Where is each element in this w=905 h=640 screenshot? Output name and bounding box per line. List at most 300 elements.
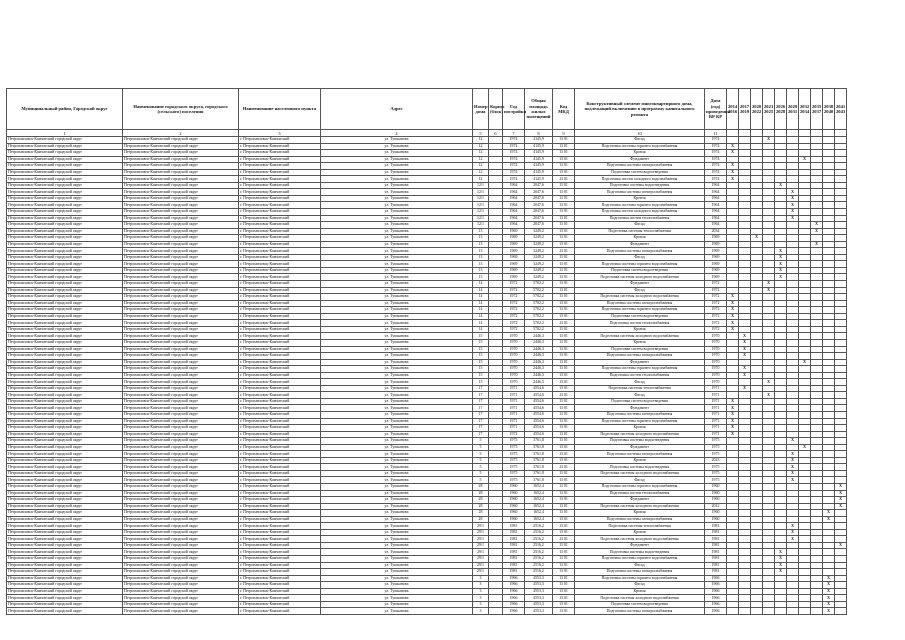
period-mark: X <box>751 235 763 242</box>
locality: г. Петропавловск-Камчатский <box>239 326 321 333</box>
street-cell: ул. Тушканова <box>321 503 473 510</box>
repair-date: 1971 <box>705 425 727 432</box>
street-cell: ул. Тушканова <box>321 444 473 451</box>
build-year: 1970 <box>503 353 525 360</box>
living-area: 2047,6 <box>525 215 553 222</box>
settlement: Петропавловск-Камчатский городской округ <box>123 215 239 222</box>
period-mark: X <box>739 333 751 340</box>
repair-date: 1974 <box>705 156 727 163</box>
locality: г. Петропавловск-Камчатский <box>239 300 321 307</box>
structural-element: Подготовка системы горячего водоснабжения <box>575 202 705 209</box>
structural-element: Кровля <box>575 339 705 346</box>
settlement: Петропавловск-Камчатский городской округ <box>123 235 239 242</box>
settlement: Петропавловск-Камчатский городской округ <box>123 379 239 386</box>
district: Петропавловск-Камчатский городской округ <box>7 451 123 458</box>
mkd-code: 13 01 <box>553 483 575 490</box>
mkd-code: 13 01 <box>553 431 575 438</box>
build-year: 1966 <box>503 608 525 615</box>
period-mark: X <box>727 143 739 150</box>
structural-element: Подготовка системы холодного водоснабжения <box>575 536 705 543</box>
repair-date: 1970 <box>705 372 727 379</box>
build-year: 1960 <box>503 503 525 510</box>
mkd-code: 13 01 <box>553 510 575 517</box>
build-year: 1971 <box>503 392 525 399</box>
repair-date: 1971 <box>705 385 727 392</box>
locality: г. Петропавловск-Камчатский <box>239 150 321 157</box>
house-number: 29/1 <box>473 562 489 569</box>
block-cell <box>489 608 503 615</box>
build-year: 1969 <box>503 228 525 235</box>
settlement: Петропавловск-Камчатский городской округ <box>123 209 239 216</box>
street-cell: ул. Тушканова <box>321 307 473 314</box>
structural-element: Подготовка системы горячего водоснабжения <box>575 143 705 150</box>
mkd-code: 13 01 <box>553 320 575 327</box>
living-area: 1652,4 <box>525 503 553 510</box>
street-cell: ул. Тушканова <box>321 549 473 556</box>
settlement: Петропавловск-Камчатский городской округ <box>123 549 239 556</box>
house-number: 15 <box>473 366 489 373</box>
locality: г. Петропавловск-Камчатский <box>239 405 321 412</box>
repair-date: 1970 <box>705 346 727 353</box>
column-header: Код МКД <box>553 89 575 130</box>
living-area: 4553,3 <box>525 582 553 589</box>
build-year: 1981 <box>503 549 525 556</box>
living-area: 4554,6 <box>525 411 553 418</box>
build-year: 1981 <box>503 569 525 576</box>
period-mark: X <box>823 608 835 615</box>
street-cell: ул. Тушканова <box>321 189 473 196</box>
repair-date: 1969 <box>705 254 727 261</box>
district: Петропавловск-Камчатский городской округ <box>7 182 123 189</box>
repair-date: 1969 <box>705 241 727 248</box>
build-year: 1964 <box>503 215 525 222</box>
repair-date: 1971 <box>705 392 727 399</box>
period-mark: X <box>775 261 787 268</box>
locality: г. Петропавловск-Камчатский <box>239 281 321 288</box>
district: Петропавловск-Камчатский городской округ <box>7 294 123 301</box>
table-body <box>7 137 847 615</box>
structural-element: Подготовка систем холодного водоснабжения <box>575 176 705 183</box>
build-year: 1964 <box>503 195 525 202</box>
build-year: 1975 <box>503 464 525 471</box>
period-mark: X <box>823 516 835 523</box>
settlement: Петропавловск-Камчатский городской округ <box>123 438 239 445</box>
build-year: 1972 <box>503 287 525 294</box>
district: Петропавловск-Камчатский городской округ <box>7 281 123 288</box>
period-mark: X <box>727 411 739 418</box>
mkd-code: 13 01 <box>553 346 575 353</box>
locality: г. Петропавловск-Камчатский <box>239 516 321 523</box>
structural-element: Фасад <box>575 392 705 399</box>
period-mark: X <box>775 254 787 261</box>
house-number: 13 <box>473 228 489 235</box>
street-cell: ул. Тушканова <box>321 425 473 432</box>
structural-element: Кровля <box>575 457 705 464</box>
repair-date: 1970 <box>705 333 727 340</box>
repair-date: 1969 <box>705 267 727 274</box>
period-mark: X <box>823 575 835 582</box>
period-mark: X <box>787 529 799 536</box>
period-mark: X <box>727 405 739 412</box>
living-area: 2516,2 <box>525 529 553 536</box>
period-mark: X <box>763 287 775 294</box>
repair-date: 1969 <box>705 235 727 242</box>
structural-element: Кровля <box>575 195 705 202</box>
repair-date: 1969 <box>705 248 727 255</box>
mkd-code: 13 01 <box>553 182 575 189</box>
settlement: Петропавловск-Камчатский городской округ <box>123 398 239 405</box>
mkd-code: 13 01 <box>553 418 575 425</box>
structural-element: Подготовка систем водоотведения <box>575 346 705 353</box>
living-area: 2047,6 <box>525 202 553 209</box>
structural-element: Подготовка систем теплоснабжения <box>575 320 705 327</box>
house-number: 12/1 <box>473 195 489 202</box>
house-number: 17 <box>473 425 489 432</box>
house-number: 12 <box>473 163 489 170</box>
locality: г. Петропавловск-Камчатский <box>239 156 321 163</box>
street-cell: ул. Тушканова <box>321 556 473 563</box>
mkd-code: 13 01 <box>553 516 575 523</box>
mkd-code: 13 01 <box>553 209 575 216</box>
district: Петропавловск-Камчатский городской округ <box>7 385 123 392</box>
structural-element: Подготовка системы электроснабжения <box>575 163 705 170</box>
period-mark: X <box>787 215 799 222</box>
street-cell: ул. Тушканова <box>321 411 473 418</box>
settlement: Петропавловск-Камчатский городской округ <box>123 313 239 320</box>
structural-element: Фундамент <box>575 497 705 504</box>
district: Петропавловск-Камчатский городской округ <box>7 307 123 314</box>
period-mark: X <box>775 274 787 281</box>
period-mark: X <box>739 339 751 346</box>
structural-element: Подготовка системы теплоснабжения <box>575 228 705 235</box>
street-cell: ул. Тушканова <box>321 202 473 209</box>
settlement: Петропавловск-Камчатский городской округ <box>123 228 239 235</box>
header-row <box>7 89 847 130</box>
locality: г. Петропавловск-Камчатский <box>239 425 321 432</box>
living-area: 5702,2 <box>525 313 553 320</box>
mkd-code: 13 01 <box>553 425 575 432</box>
column-number: 7 <box>503 130 525 137</box>
period-mark: X <box>727 398 739 405</box>
repair-date: 1975 <box>705 444 727 451</box>
settlement: Петропавловск-Камчатский городской округ <box>123 483 239 490</box>
living-area: 2516,2 <box>525 536 553 543</box>
period-mark: X <box>763 392 775 399</box>
column-number <box>787 130 799 137</box>
locality: г. Петропавловск-Камчатский <box>239 202 321 209</box>
settlement: Петропавловск-Камчатский городской округ <box>123 176 239 183</box>
repair-date: 2012 <box>705 503 727 510</box>
living-area: 3761,8 <box>525 444 553 451</box>
structural-element: Подготовка системы водоотведения <box>575 464 705 471</box>
settlement: Петропавловск-Камчатский городской округ <box>123 248 239 255</box>
repair-date: 1972 <box>705 307 727 314</box>
column-number: 2 <box>123 130 239 137</box>
build-year: 1966 <box>503 582 525 589</box>
street-cell: ул. Тушканова <box>321 497 473 504</box>
house-number: 15 <box>473 359 489 366</box>
repair-date: 1964 <box>705 222 727 229</box>
structural-element: Подготовка систем теплоснабжения <box>575 490 705 497</box>
street-cell: ул. Тушканова <box>321 379 473 386</box>
repair-date: 1981 <box>705 523 727 530</box>
settlement: Петропавловск-Камчатский городской округ <box>123 601 239 608</box>
mkd-code: 13 01 <box>553 523 575 530</box>
repair-date: 1974 <box>705 169 727 176</box>
district: Петропавловск-Камчатский городской округ <box>7 372 123 379</box>
repair-date: 1972 <box>705 300 727 307</box>
street-cell: ул. Тушканова <box>321 339 473 346</box>
living-area: 3249,2 <box>525 248 553 255</box>
district: Петропавловск-Камчатский городской округ <box>7 320 123 327</box>
mkd-code: 13 01 <box>553 359 575 366</box>
living-area: 2047,6 <box>525 209 553 216</box>
living-area: 1652,4 <box>525 510 553 517</box>
house-number: 12 <box>473 169 489 176</box>
column-header: Муниципальный район, Городской округ <box>7 89 123 130</box>
period-mark: X <box>775 267 787 274</box>
period-mark: X <box>775 569 787 576</box>
structural-element: Подготовка системы электроснабжения <box>575 451 705 458</box>
district: Петропавловск-Камчатский городской округ <box>7 503 123 510</box>
repair-date: 2034 <box>705 228 727 235</box>
locality: г. Петропавловск-Камчатский <box>239 438 321 445</box>
structural-element: Подготовка системы холодного водоснабжения <box>575 595 705 602</box>
mkd-code: 13 01 <box>553 405 575 412</box>
district: Петропавловск-Камчатский городской округ <box>7 523 123 530</box>
mkd-code: 13 01 <box>553 411 575 418</box>
mkd-code: 13 01 <box>553 529 575 536</box>
street-cell: ул. Тушканова <box>321 483 473 490</box>
build-year: 1960 <box>503 490 525 497</box>
street-cell: ул. Тушканова <box>321 470 473 477</box>
living-area: 5702,2 <box>525 294 553 301</box>
settlement: Петропавловск-Камчатский городской округ <box>123 510 239 517</box>
mkd-code: 13 01 <box>553 254 575 261</box>
build-year: 1969 <box>503 261 525 268</box>
living-area: 4145,9 <box>525 137 553 144</box>
district: Петропавловск-Камчатский городской округ <box>7 261 123 268</box>
street-cell: ул. Тушканова <box>321 300 473 307</box>
mkd-code: 13 01 <box>553 464 575 471</box>
repair-date: 1975 <box>705 477 727 484</box>
living-area: 4554,6 <box>525 425 553 432</box>
repair-date: 1972 <box>705 287 727 294</box>
settlement: Петропавловск-Камчатский городской округ <box>123 320 239 327</box>
structural-element: Кровля <box>575 150 705 157</box>
living-area: 5702,2 <box>525 300 553 307</box>
street-cell: ул. Тушканова <box>321 333 473 340</box>
district: Петропавловск-Камчатский городской округ <box>7 222 123 229</box>
mkd-code: 13 01 <box>553 582 575 589</box>
locality: г. Петропавловск-Камчатский <box>239 307 321 314</box>
period-mark: X <box>775 556 787 563</box>
street-cell: ул. Тушканова <box>321 516 473 523</box>
period-mark: X <box>811 241 823 248</box>
district: Петропавловск-Камчатский городской округ <box>7 477 123 484</box>
period-mark: X <box>787 536 799 543</box>
build-year: 1969 <box>503 274 525 281</box>
build-year: 1981 <box>503 562 525 569</box>
district: Петропавловск-Камчатский городской округ <box>7 267 123 274</box>
structural-element: Подготовка системы электроснабжения <box>575 411 705 418</box>
settlement: Петропавловск-Камчатский городской округ <box>123 575 239 582</box>
build-year: 1960 <box>503 516 525 523</box>
build-year: 1970 <box>503 366 525 373</box>
column-number: 9 <box>553 130 575 137</box>
period-cell <box>763 608 775 615</box>
period-mark: X <box>739 385 751 392</box>
period-mark: X <box>835 542 847 549</box>
street-cell: ул. Тушканова <box>321 372 473 379</box>
street-cell: ул. Тушканова <box>321 182 473 189</box>
period-mark: X <box>787 457 799 464</box>
structural-element: Фасад <box>575 477 705 484</box>
column-header: 2020 2022 <box>751 89 763 130</box>
living-area: 3249,2 <box>525 254 553 261</box>
locality: г. Петропавловск-Камчатский <box>239 366 321 373</box>
settlement: Петропавловск-Камчатский городской округ <box>123 143 239 150</box>
living-area: 4553,3 <box>525 608 553 615</box>
locality: г. Петропавловск-Камчатский <box>239 477 321 484</box>
repair-date: 1972 <box>705 294 727 301</box>
structural-element: Подготовка системы электроснабжения <box>575 248 705 255</box>
repair-date: 1960 <box>705 510 727 517</box>
locality: г. Петропавловск-Камчатский <box>239 595 321 602</box>
district: Петропавловск-Камчатский городской округ <box>7 189 123 196</box>
period-mark: X <box>811 228 823 235</box>
settlement: Петропавловск-Камчатский городской округ <box>123 195 239 202</box>
locality: г. Петропавловск-Камчатский <box>239 444 321 451</box>
district: Петропавловск-Камчатский городской округ <box>7 392 123 399</box>
table-row <box>7 608 847 615</box>
structural-element: Подготовка системы холодного водоснабжения <box>575 431 705 438</box>
period-mark: X <box>727 418 739 425</box>
house-number: 14 <box>473 307 489 314</box>
living-area: 3249,2 <box>525 261 553 268</box>
structural-element: Подготовка системы холодного водоснабжения <box>575 470 705 477</box>
district: Петропавловск-Камчатский городской округ <box>7 497 123 504</box>
structural-element: Подготовка системы электроснабжения <box>575 189 705 196</box>
structural-element: Подготовка системы водоотведения <box>575 438 705 445</box>
structural-element: Фасад <box>575 562 705 569</box>
build-year: 1970 <box>503 333 525 340</box>
mkd-code: 13 01 <box>553 228 575 235</box>
column-header: Номер дома <box>473 89 489 130</box>
settlement: Петропавловск-Камчатский городской округ <box>123 608 239 615</box>
living-area: 2446,3 <box>525 366 553 373</box>
locality: г. Петропавловск-Камчатский <box>239 582 321 589</box>
build-year: 1966 <box>503 595 525 602</box>
living-area: 5702,2 <box>525 287 553 294</box>
build-year: 1975 <box>503 444 525 451</box>
locality: г. Петропавловск-Камчатский <box>239 313 321 320</box>
locality: г. Петропавловск-Камчатский <box>239 195 321 202</box>
district: Петропавловск-Камчатский городской округ <box>7 549 123 556</box>
structural-element: Подготовка системы горячего водоснабжения <box>575 418 705 425</box>
column-number-row <box>7 130 847 137</box>
living-area: 4553,3 <box>525 601 553 608</box>
street-cell: ул. Тушканова <box>321 457 473 464</box>
street-cell: ул. Тушканова <box>321 366 473 373</box>
period-mark: X <box>727 320 739 327</box>
house-number: 13 <box>473 254 489 261</box>
locality: г. Петропавловск-Камчатский <box>239 379 321 386</box>
structural-element: Подготовка системы водоотведения <box>575 182 705 189</box>
repair-date: 1981 <box>705 529 727 536</box>
repair-date: 1966 <box>705 582 727 589</box>
district: Петропавловск-Камчатский городской округ <box>7 418 123 425</box>
settlement: Петропавловск-Камчатский городской округ <box>123 254 239 261</box>
street-cell: ул. Тушканова <box>321 215 473 222</box>
house-number: 15 <box>473 346 489 353</box>
house-number: 12/1 <box>473 202 489 209</box>
period-mark: X <box>811 222 823 229</box>
structural-element: Кровля <box>575 235 705 242</box>
build-year: 1960 <box>503 483 525 490</box>
street-cell: ул. Тушканова <box>321 267 473 274</box>
settlement: Петропавловск-Камчатский городской округ <box>123 137 239 144</box>
house-number: 12 <box>473 143 489 150</box>
locality: г. Петропавловск-Камчатский <box>239 588 321 595</box>
district: Петропавловск-Камчатский городской округ <box>7 438 123 445</box>
mkd-code: 13 01 <box>553 569 575 576</box>
structural-element: Подготовка системы холодного водоснабжения <box>575 274 705 281</box>
living-area: 2047,6 <box>525 189 553 196</box>
district: Петропавловск-Камчатский городской округ <box>7 464 123 471</box>
street-cell: ул. Тушканова <box>321 601 473 608</box>
build-year: 1975 <box>503 470 525 477</box>
build-year: 1960 <box>503 510 525 517</box>
build-year: 1971 <box>503 425 525 432</box>
structural-element: Подготовка системы водоотведения <box>575 549 705 556</box>
locality: г. Петропавловск-Камчатский <box>239 575 321 582</box>
column-header: 2035 2037 <box>811 89 823 130</box>
living-area: 3761,8 <box>525 470 553 477</box>
build-year: 1975 <box>503 457 525 464</box>
house-number: 13 <box>473 274 489 281</box>
repair-date: 1974 <box>705 137 727 144</box>
locality: г. Петропавловск-Камчатский <box>239 608 321 615</box>
build-year: 1974 <box>503 176 525 183</box>
living-area: 5702,2 <box>525 326 553 333</box>
mkd-code: 13 01 <box>553 372 575 379</box>
settlement: Петропавловск-Камчатский городской округ <box>123 490 239 497</box>
settlement: Петропавловск-Камчатский городской округ <box>123 169 239 176</box>
build-year: 1971 <box>503 385 525 392</box>
house-number: 13 <box>473 248 489 255</box>
district: Петропавловск-Камчатский городской округ <box>7 510 123 517</box>
mkd-code: 13 01 <box>553 189 575 196</box>
house-number: 17 <box>473 392 489 399</box>
living-area: 2047,6 <box>525 222 553 229</box>
living-area: 2446,3 <box>525 339 553 346</box>
build-year: 1971 <box>503 405 525 412</box>
column-header: Адрес <box>321 89 473 130</box>
settlement: Петропавловск-Камчатский городской округ <box>123 536 239 543</box>
house-number: 14 <box>473 287 489 294</box>
street-cell: ул. Тушканова <box>321 405 473 412</box>
build-year: 1969 <box>503 248 525 255</box>
locality: г. Петропавловск-Камчатский <box>239 470 321 477</box>
repair-date: 1981 <box>705 542 727 549</box>
street-cell: ул. Тушканова <box>321 143 473 150</box>
structural-element: Подготовка системы горячего водоснабжения <box>575 366 705 373</box>
repair-date: 1971 <box>705 431 727 438</box>
build-year: 1970 <box>503 372 525 379</box>
build-year: 1975 <box>503 438 525 445</box>
mkd-code: 13 01 <box>553 451 575 458</box>
